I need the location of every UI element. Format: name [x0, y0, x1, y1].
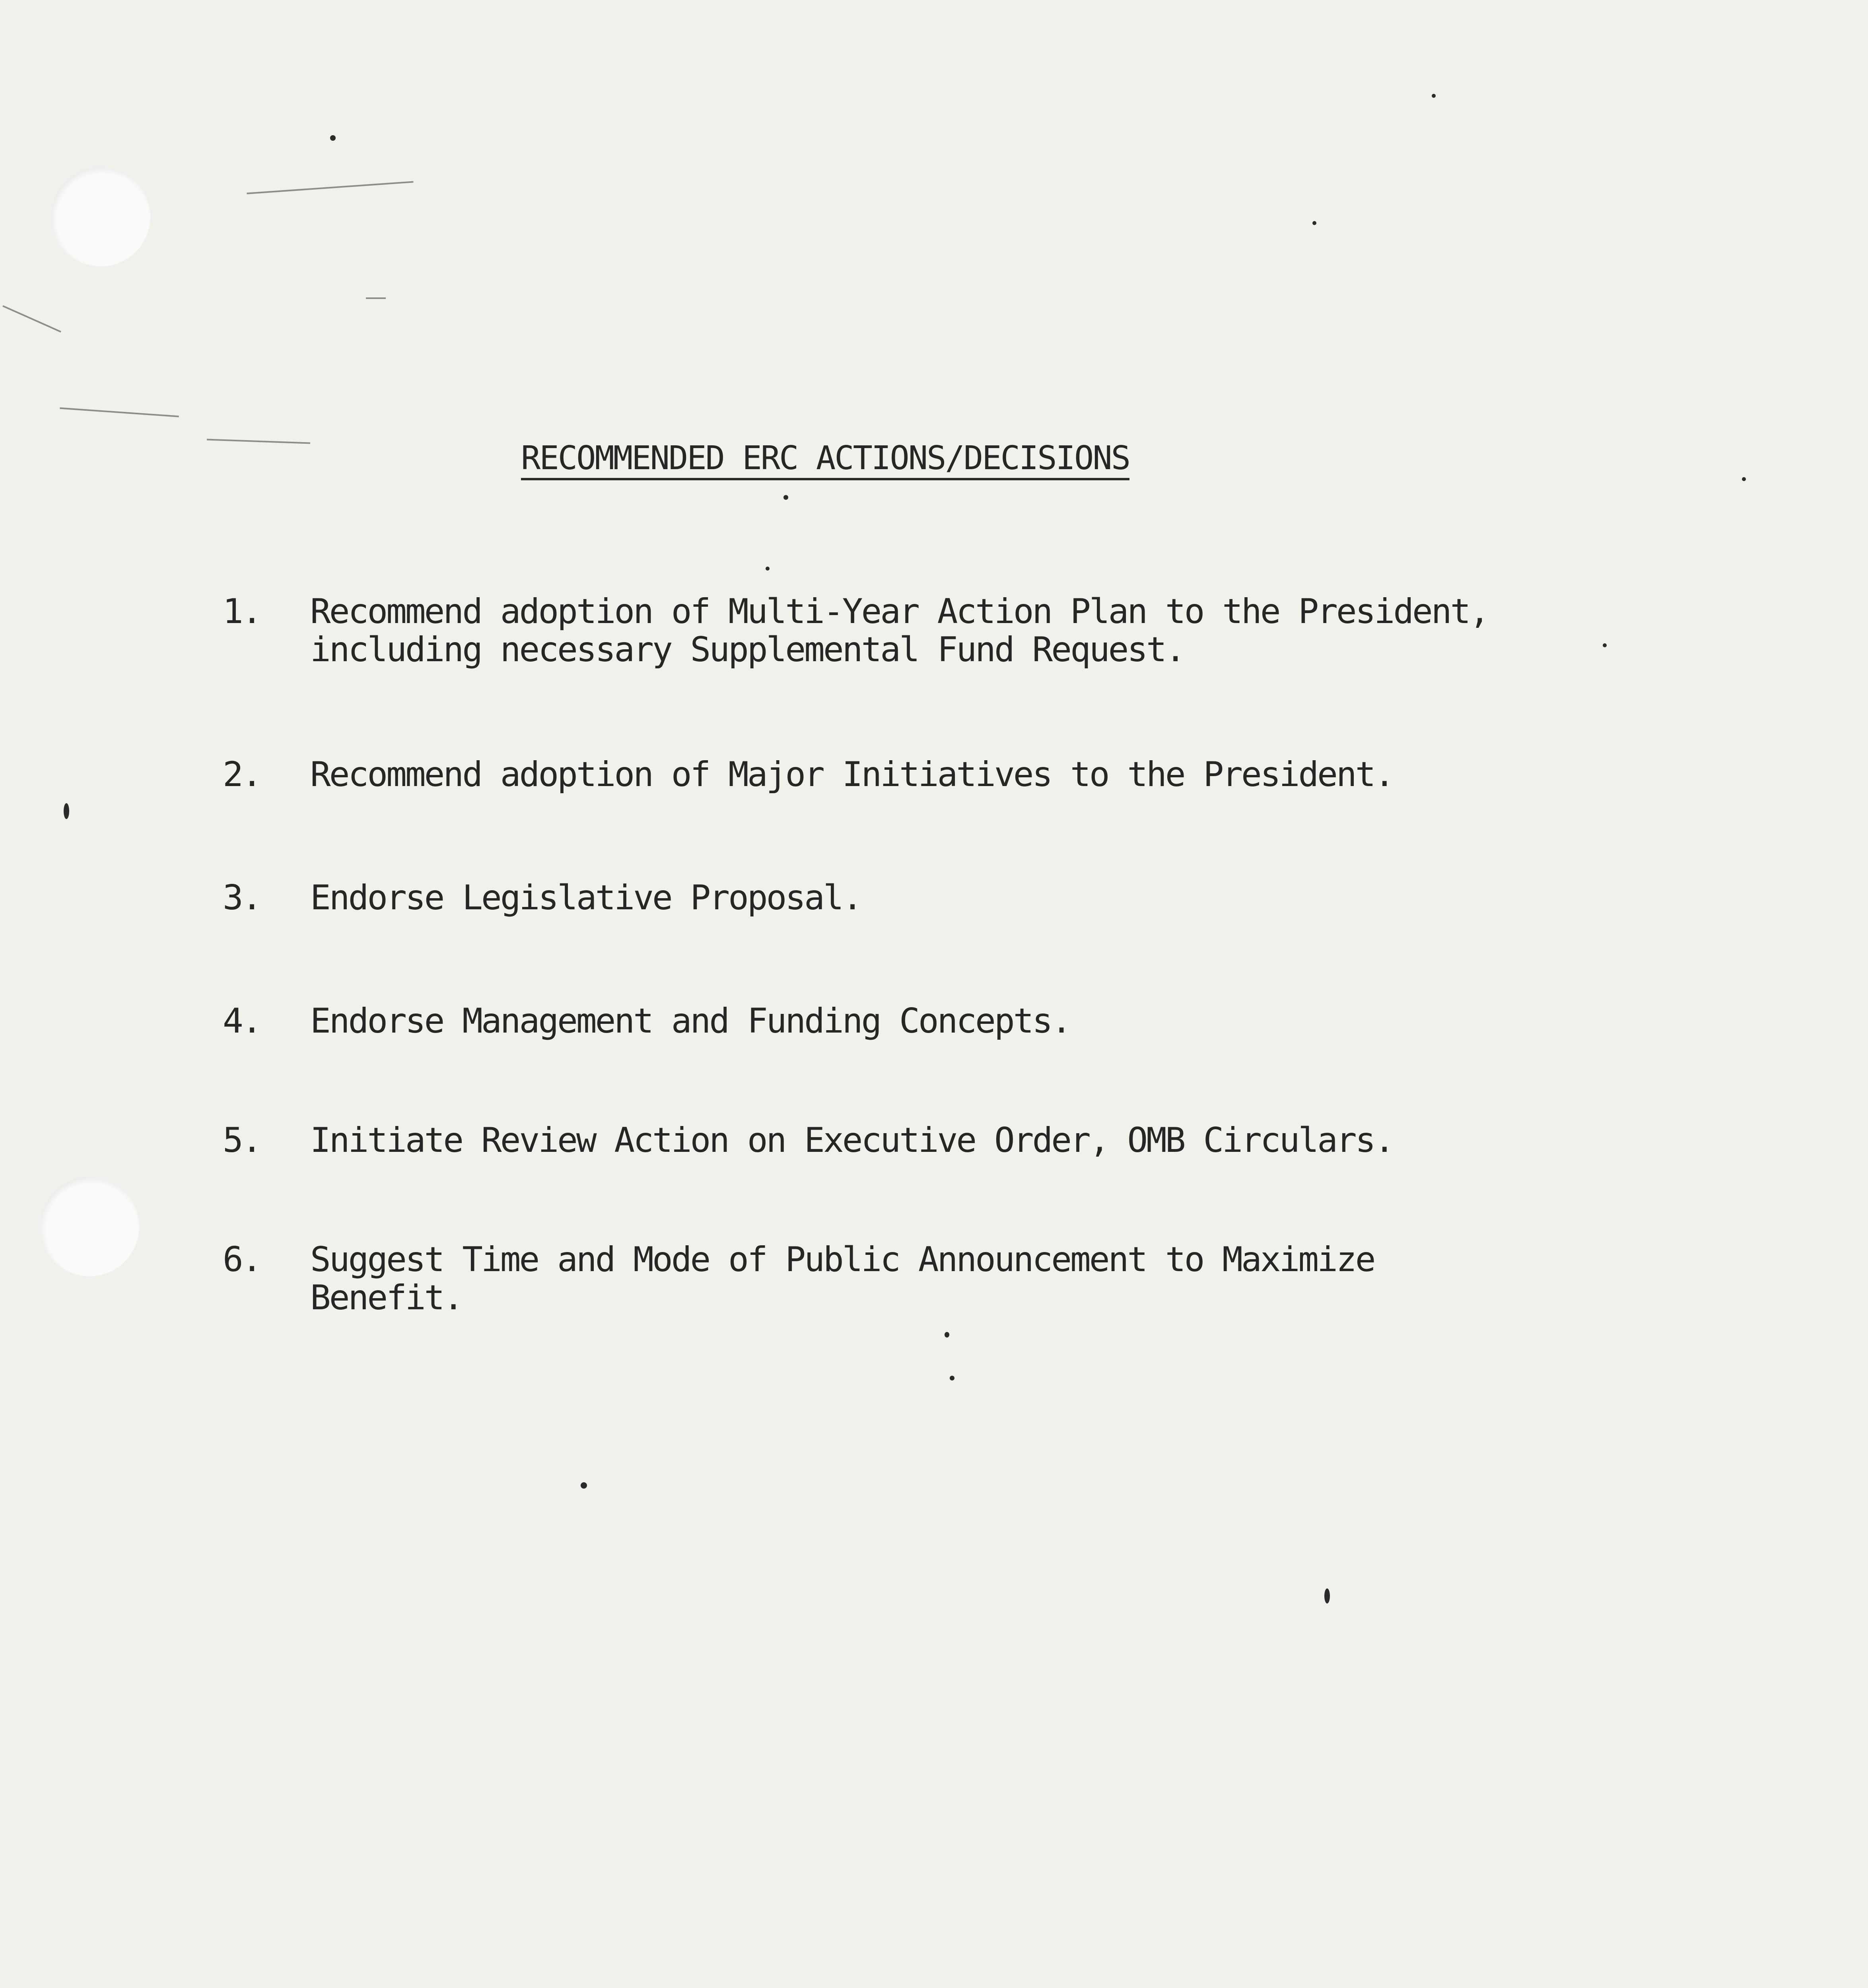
item-text: Recommend adoption of Multi-Year Action Plan to the President, including necessary Supplemental Fund Request. [310, 592, 1489, 670]
item-number: 3. [223, 878, 261, 918]
speck [1324, 1588, 1330, 1604]
item-text: Endorse Legislative Proposal. [310, 878, 861, 918]
stray-mark [2, 305, 61, 333]
list-item [223, 755, 1654, 794]
list-item [223, 879, 1654, 917]
speck [581, 1482, 587, 1489]
speck [766, 567, 770, 571]
punch-hole [40, 1177, 139, 1276]
item-number: 1. [223, 592, 261, 631]
speck [64, 803, 69, 819]
item-text: Recommend adoption of Major Initiatives to the President. [310, 755, 1394, 794]
speck [945, 1332, 949, 1338]
list-item [223, 1241, 1654, 1317]
list-item [223, 1002, 1654, 1040]
item-number: 2. [223, 755, 261, 794]
speck [783, 495, 788, 500]
stray-mark [366, 297, 386, 299]
stray-mark [60, 408, 179, 417]
speck [1742, 477, 1746, 481]
punch-hole [51, 167, 150, 266]
item-text: Endorse Management and Funding Concepts. [310, 1001, 1071, 1041]
stray-mark [207, 439, 310, 444]
item-number: 4. [223, 1001, 261, 1041]
speck [1312, 221, 1316, 225]
speck [1432, 94, 1436, 98]
speck [950, 1376, 954, 1380]
item-text: Suggest Time and Mode of Public Announcement to Maximize Benefit. [310, 1240, 1374, 1318]
list-item [223, 592, 1654, 669]
document-title: RECOMMENDED ERC ACTIONS/DECISIONS [521, 441, 1129, 480]
item-number: 6. [223, 1240, 261, 1279]
speck [330, 135, 336, 141]
list-item [223, 1121, 1654, 1159]
item-text: Initiate Review Action on Executive Order, OMB Circulars. [310, 1120, 1394, 1160]
stray-mark [247, 181, 413, 194]
item-number: 5. [223, 1120, 261, 1160]
